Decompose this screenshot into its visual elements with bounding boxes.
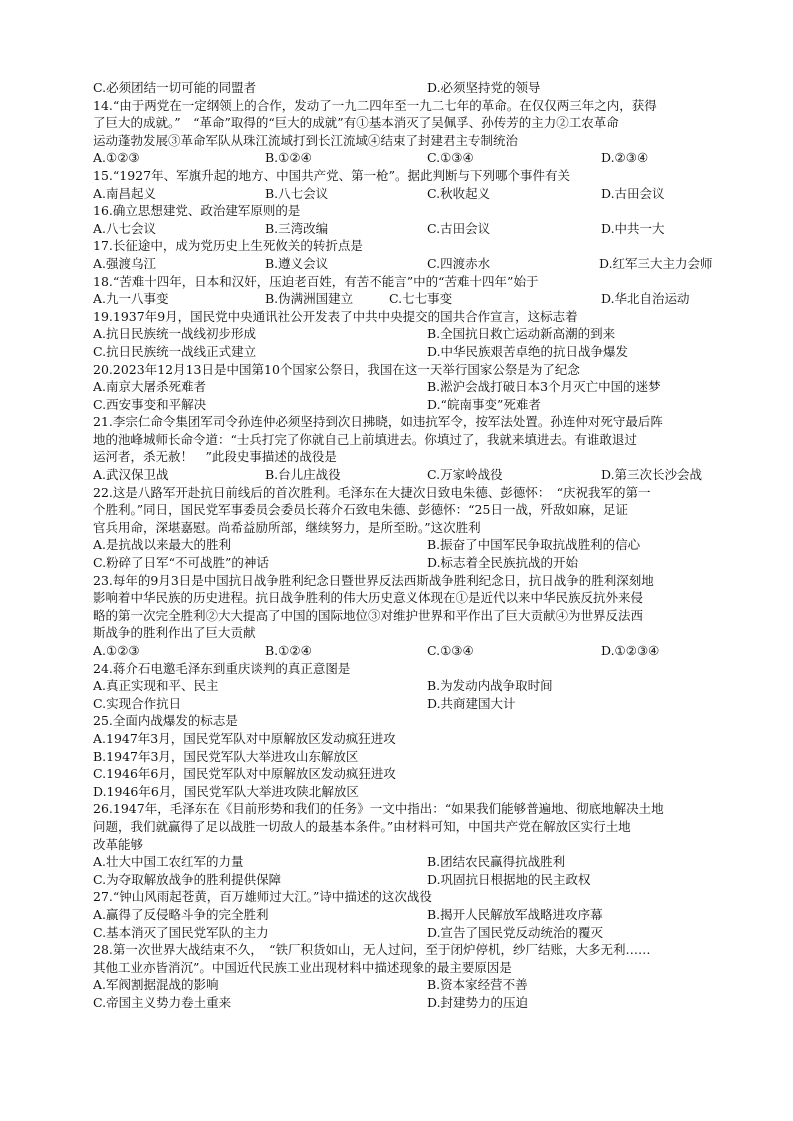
options-row <box>93 466 715 484</box>
text-line: 21.李宗仁命令集团军司令孙连仲必须坚持到次日拂晓，如违抗军令，按军法处置。孙连仲对死守最后阵 <box>93 414 663 430</box>
options-row <box>93 695 715 713</box>
option-text: B.①②④ <box>265 643 312 658</box>
option-text: D.共商建国大计 <box>427 695 516 711</box>
option-text: D.“皖南事变”死难者 <box>427 396 541 412</box>
options-row <box>93 79 715 97</box>
option-text: A.南京大屠杀死难者 <box>93 379 207 395</box>
text-line: B.1947年3月，国民党军队大举进攻山东解放区 <box>93 748 359 764</box>
option-text: A.武汉保卫战 <box>93 467 169 483</box>
option-text: D.华北自治运动 <box>601 291 690 307</box>
option-text: C.实现合作抗日 <box>93 695 182 711</box>
option-text: C.七七事变 <box>389 291 453 307</box>
option-text: D.红军三大主力会师 <box>599 255 713 271</box>
option-text: A.抗日民族统一战线初步形成 <box>93 326 257 342</box>
option-text: B.遵义会议 <box>265 255 329 271</box>
option-text: C.①③④ <box>427 643 474 658</box>
options-row <box>93 536 715 554</box>
option-text: D.①②③④ <box>601 643 660 658</box>
option-text: B.八七会议 <box>265 185 329 201</box>
text-line: 19.1937年9月，国民党中央通讯社公开发表了中共中央提交的国共合作宣言，这标志着 <box>93 308 578 324</box>
option-text: A.强渡乌江 <box>93 255 157 271</box>
option-text: D.标志着全民族抗战的开始 <box>427 555 579 571</box>
text-line: 运河者，杀无赦！ ”此段史事描述的战役是 <box>93 449 337 465</box>
options-row <box>93 677 715 695</box>
exam-page <box>93 79 715 1011</box>
text-line: 运动蓬勃发展③革命军队从珠江流域打到长江流域④结束了封建君主专制统治 <box>93 132 519 148</box>
text-line: 了巨大的成就。” “革命”取得的“巨大的成就”有①基本消灭了吴佩孚、孙传芳的主力②工农革命 <box>93 115 619 131</box>
text-line: C.1946年6月，国民党军队对中原解放区发动疯狂进攻 <box>93 766 396 782</box>
options-row <box>93 255 715 273</box>
text-line: 问题，我们就赢得了足以战胜一切敌人的最基本条件。”由材料可知，中国共产党在解放区实行土地 <box>93 818 631 834</box>
text-line: 影响着中华民族的历史进程。抗日战争胜利的伟大历史意义体现在①是近代以来中华民族反抗外来侵 <box>93 590 644 606</box>
option-text: A.军阀割据混战的影响 <box>93 977 219 993</box>
text-line: D.1946年6月，国民党军队大举进攻陕北解放区 <box>93 783 359 799</box>
option-text: C.基本消灭了国民党军队的主力 <box>93 924 269 940</box>
options-row <box>93 906 715 924</box>
option-text: D.古田会议 <box>601 185 665 201</box>
option-text: B.揭开人民解放军战略进攻序幕 <box>427 906 603 922</box>
options-row <box>93 220 715 238</box>
text-line: 官兵用命，深堪嘉慰。尚希益励所部，继续努力，是所至盼。”这次胜利 <box>93 519 481 535</box>
option-text: C.①③④ <box>427 150 474 166</box>
option-text: A.真正实现和平、民主 <box>93 678 219 694</box>
text-line: 16.确立思想建党、政治建军原则的是 <box>93 203 301 219</box>
text-line: 14.“由于两党在一定纲领上的合作，发动了一九二四年至一九二七年的革命。在仅仅两三年之内，获得 <box>93 97 657 113</box>
options-row <box>93 290 715 308</box>
option-text: C.为夺取解放战争的胜利提供保障 <box>93 871 282 887</box>
option-text: B.台儿庄战役 <box>265 467 341 483</box>
options-row <box>93 325 715 343</box>
option-text: B.振奋了中国军民争取抗战胜利的信心 <box>427 537 641 553</box>
text-line: 28.第一次世界大战结束不久， “铁厂积货如山，无人过问，至于闭炉停机，纱厂结账，大多无利…… <box>93 942 651 958</box>
option-text: C.粉碎了日军“不可战胜”的神话 <box>93 555 269 571</box>
text-line: 27.“钟山风雨起苍黄，百万雄师过大江。”诗中描述的这次战役 <box>93 889 432 905</box>
text-line: 17.长征途中，成为党历史上生死攸关的转折点是 <box>93 238 363 254</box>
text-line: 个胜利。”同日，国民党军事委员会委员长蒋介石致电朱德、彭德怀：“25日一战，歼敌如麻，足证 <box>93 502 628 518</box>
option-text: A.九一八事变 <box>93 291 169 307</box>
text-line: 18.“苦难十四年，日本和汉奸，压迫老百姓，有苦不能言”中的“苦难十四年”始于 <box>93 273 539 289</box>
option-text: C.抗日民族统一战线正式建立 <box>93 343 257 359</box>
option-text: D.封建势力的压迫 <box>427 994 529 1010</box>
options-row <box>93 994 715 1012</box>
options-row <box>93 378 715 396</box>
options-row <box>93 396 715 414</box>
option-text: B.资本家经营不善 <box>427 977 528 993</box>
option-text: C.古田会议 <box>427 220 491 236</box>
option-text: D.巩固抗日根据地的民主政权 <box>427 871 591 887</box>
option-text: C.秋收起义 <box>427 185 491 201</box>
options-row <box>93 554 715 572</box>
text-line: 22.这是八路军开赴抗日前线后的首次胜利。毛泽东在大捷次日致电朱德、彭德怀： “庆祝我军的第一 <box>93 484 651 500</box>
option-text: C.西安事变和平解决 <box>93 396 207 412</box>
option-text: D.中共一大 <box>601 220 665 236</box>
text-line: 15.“1927年、军旗升起的地方、中国共产党、第一枪”。据此判断与下列哪个事件有关 <box>93 167 570 183</box>
option-text: D.宣告了国民党反动统治的覆灭 <box>427 924 604 940</box>
option-text: A.八七会议 <box>93 220 157 236</box>
options-row <box>93 343 715 361</box>
text-line: 斯战争的胜利作出了巨大贡献 <box>93 625 256 641</box>
option-text: D.必须坚持党的领导 <box>427 80 541 95</box>
option-text: B.①②④ <box>265 150 312 166</box>
text-line: 地的池峰城师长命令道：“士兵打完了你就自己上前填进去。你填过了，我就来填进去。有谁敢退过 <box>93 431 637 447</box>
text-line: 改革能够 <box>93 836 144 852</box>
options-row <box>93 976 715 994</box>
text-line: A.1947年3月，国民党军队对中原解放区发动疯狂进攻 <box>93 730 396 746</box>
option-text: B.团结农民赢得抗战胜利 <box>427 854 566 870</box>
option-text: C.帝国主义势力卷土重来 <box>93 994 232 1010</box>
option-text: B.全国抗日救亡运动新高潮的到来 <box>427 326 616 342</box>
options-row <box>93 642 715 660</box>
option-text: B.淞沪会战打破日本3个月灭亡中国的迷梦 <box>427 379 661 395</box>
text-line: 其他工业亦皆消沉”。中国近代民族工业出现材料中描述现象的最主要原因是 <box>93 959 512 975</box>
options-row <box>93 871 715 889</box>
option-text: A.南昌起义 <box>93 185 157 201</box>
option-text: D.第三次长沙会战 <box>601 467 703 483</box>
options-row <box>93 924 715 942</box>
text-line: 24.蒋介石电邀毛泽东到重庆谈判的真正意图是 <box>93 660 351 676</box>
text-line: 略的第一次完全胜利②大大提高了中国的国际地位③对维护世界和平作出了巨大贡献④为世界反法西 <box>93 607 644 623</box>
text-line: 26.1947年，毛泽东在《目前形势和我们的任务》一文中指出：“如果我们能够普遍地、彻底地解决土地 <box>93 801 664 817</box>
option-text: C.四渡赤水 <box>427 255 491 271</box>
option-text: C.必须团结一切可能的同盟者 <box>93 80 257 95</box>
option-text: B.三湾改编 <box>265 220 329 236</box>
options-row <box>93 149 715 167</box>
option-text: A.壮大中国工农红军的力量 <box>93 854 244 870</box>
option-text: C.万家岭战役 <box>427 467 503 483</box>
option-text: A.①②③ <box>93 643 140 658</box>
text-line: 20.2023年12月13日是中国第10个国家公祭日，我国在这一天举行国家公祭是为了纪念 <box>93 361 580 377</box>
option-text: D.中华民族艰苦卓绝的抗日战争爆发 <box>427 343 629 359</box>
option-text: B.伪满洲国建立 <box>265 291 354 307</box>
option-text: D.②③④ <box>601 150 649 166</box>
option-text: A.是抗战以来最大的胜利 <box>93 537 232 553</box>
options-row <box>93 853 715 871</box>
text-line: 25.全面内战爆发的标志是 <box>93 713 238 729</box>
text-line: 23.每年的9月3日是中国抗日战争胜利纪念日暨世界反法西斯战争胜利纪念日，抗日战争的胜利深刻地 <box>93 572 654 588</box>
option-text: B.为发动内战争取时间 <box>427 678 553 694</box>
options-row <box>93 185 715 203</box>
option-text: A.赢得了反侵略斗争的完全胜利 <box>93 906 269 922</box>
option-text: A.①②③ <box>93 150 140 166</box>
